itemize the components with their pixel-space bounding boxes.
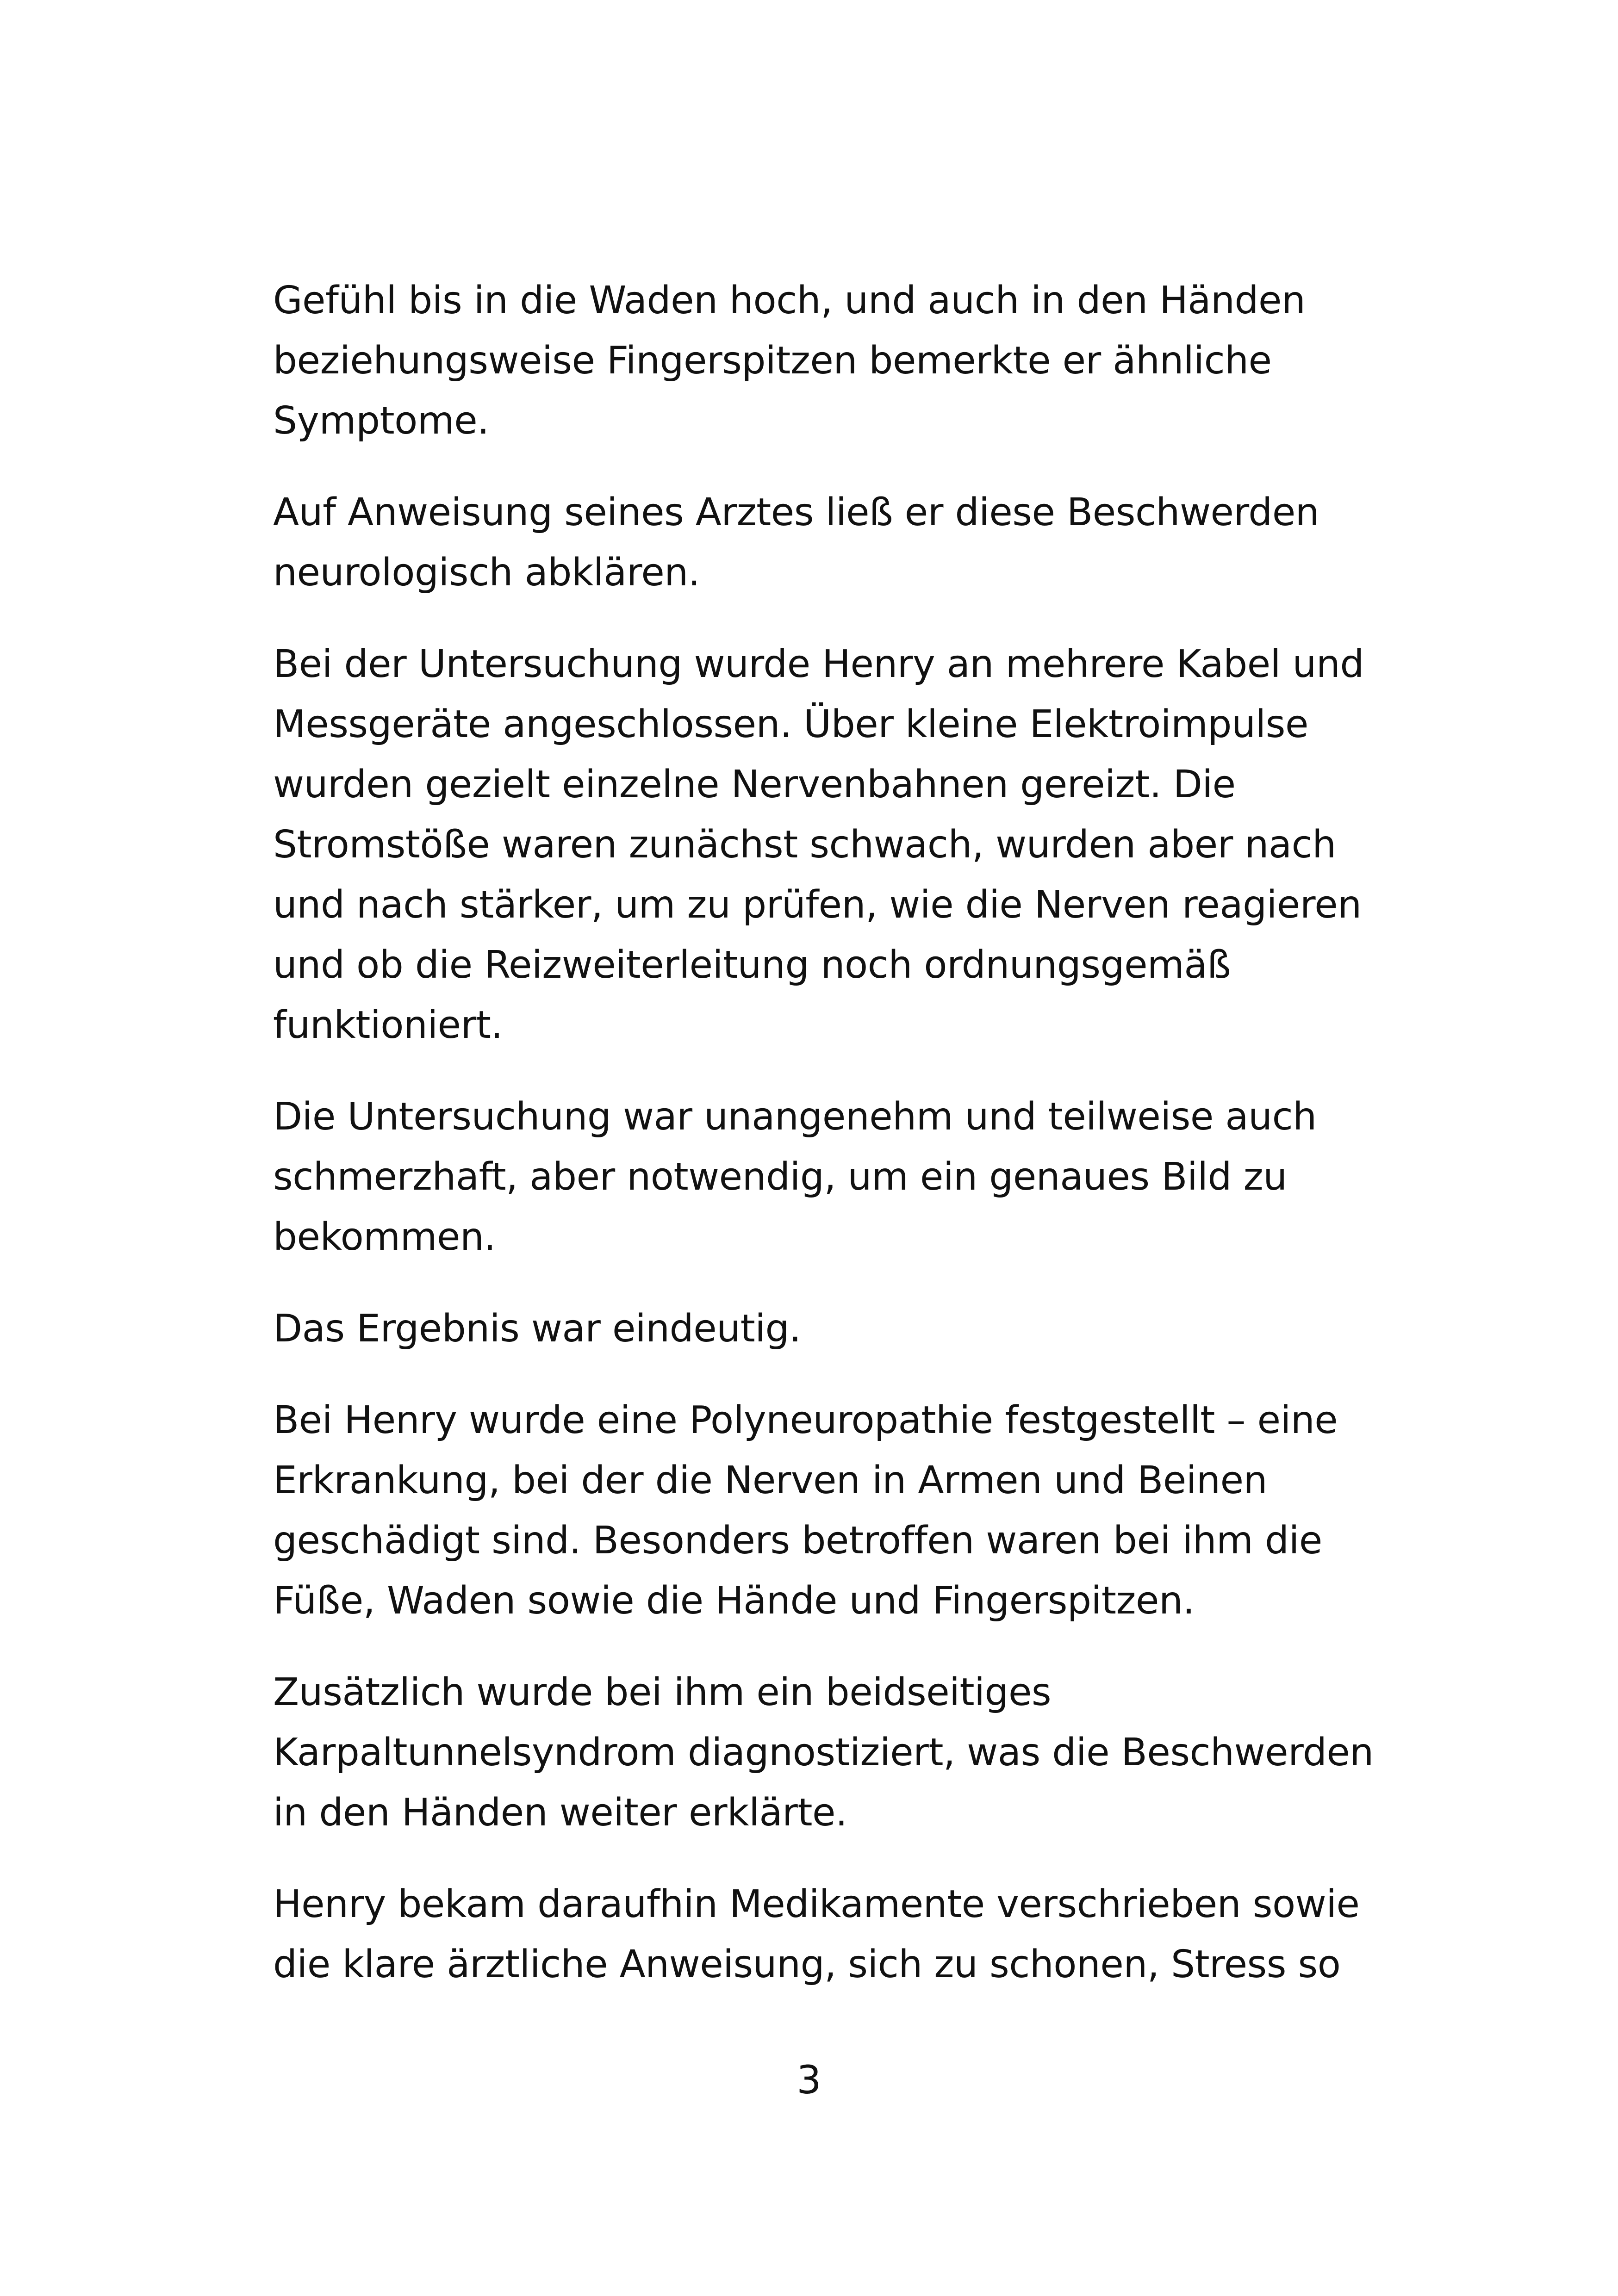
text-line: Bei Henry wurde eine Polyneuropathie festgestellt – eine xyxy=(273,1398,1338,1442)
text-line: Zusätzlich wurde bei ihm ein beidseitiges xyxy=(273,1670,1052,1714)
text-line: Bei der Untersuchung wurde Henry an mehrere Kabel und xyxy=(273,642,1364,686)
paragraph xyxy=(273,483,1351,603)
text-line: Die Untersuchung war unangenehm und teilweise auch xyxy=(273,1095,1317,1139)
text-line: neurologisch abklären. xyxy=(273,551,700,595)
text-line: funktioniert. xyxy=(273,1003,503,1047)
paragraph xyxy=(273,1390,1351,1631)
text-line: und ob die Reizweiterleitung noch ordnungsgemäß xyxy=(273,943,1231,987)
text-line: in den Händen weiter erklärte. xyxy=(273,1791,847,1835)
text-line: und nach stärker, um zu prüfen, wie die Nerven reagieren xyxy=(273,883,1362,927)
paragraph xyxy=(273,1087,1351,1267)
page-number: 3 xyxy=(797,2057,821,2103)
text-line: Messgeräte angeschlossen. Über kleine Elektroimpulse xyxy=(273,702,1308,746)
text-line: geschädigt sind. Besonders betroffen waren bei ihm die xyxy=(273,1519,1322,1563)
text-line: Das Ergebnis war eindeutig. xyxy=(273,1307,801,1351)
text-line: Stromstöße waren zunächst schwach, wurden aber nach xyxy=(273,823,1336,867)
text-line: bekommen. xyxy=(273,1215,496,1259)
text-line: Auf Anweisung seines Arztes ließ er diese Beschwerden xyxy=(273,490,1319,534)
text-line: beziehungsweise Fingerspitzen bemerkte er ähnliche xyxy=(273,339,1272,383)
text-line: schmerzhaft, aber notwendig, um ein genaues Bild zu xyxy=(273,1155,1287,1199)
text-line: Gefühl bis in die Waden hoch, und auch in den Händen xyxy=(273,279,1306,323)
text-line: Henry bekam daraufhin Medikamente verschrieben sowie xyxy=(273,1882,1360,1926)
paragraph xyxy=(273,634,1364,1055)
body-text xyxy=(273,271,1374,2026)
paragraph xyxy=(273,271,1351,451)
text-line: Karpaltunnelsyndrom diagnostiziert, was die Beschwerden xyxy=(273,1731,1374,1775)
text-line: Symptome. xyxy=(273,399,489,443)
text-line: die klare ärztliche Anweisung, sich zu schonen, Stress so xyxy=(273,1942,1341,1986)
text-line: Füße, Waden sowie die Hände und Fingerspitzen. xyxy=(273,1579,1195,1623)
paragraph xyxy=(273,1874,1360,1995)
text-line: wurden gezielt einzelne Nervenbahnen gereizt. Die xyxy=(273,763,1236,807)
paragraph xyxy=(273,1299,1351,1359)
paragraph xyxy=(273,1663,1374,1843)
text-line: Erkrankung, bei der die Nerven in Armen und Beinen xyxy=(273,1458,1267,1502)
